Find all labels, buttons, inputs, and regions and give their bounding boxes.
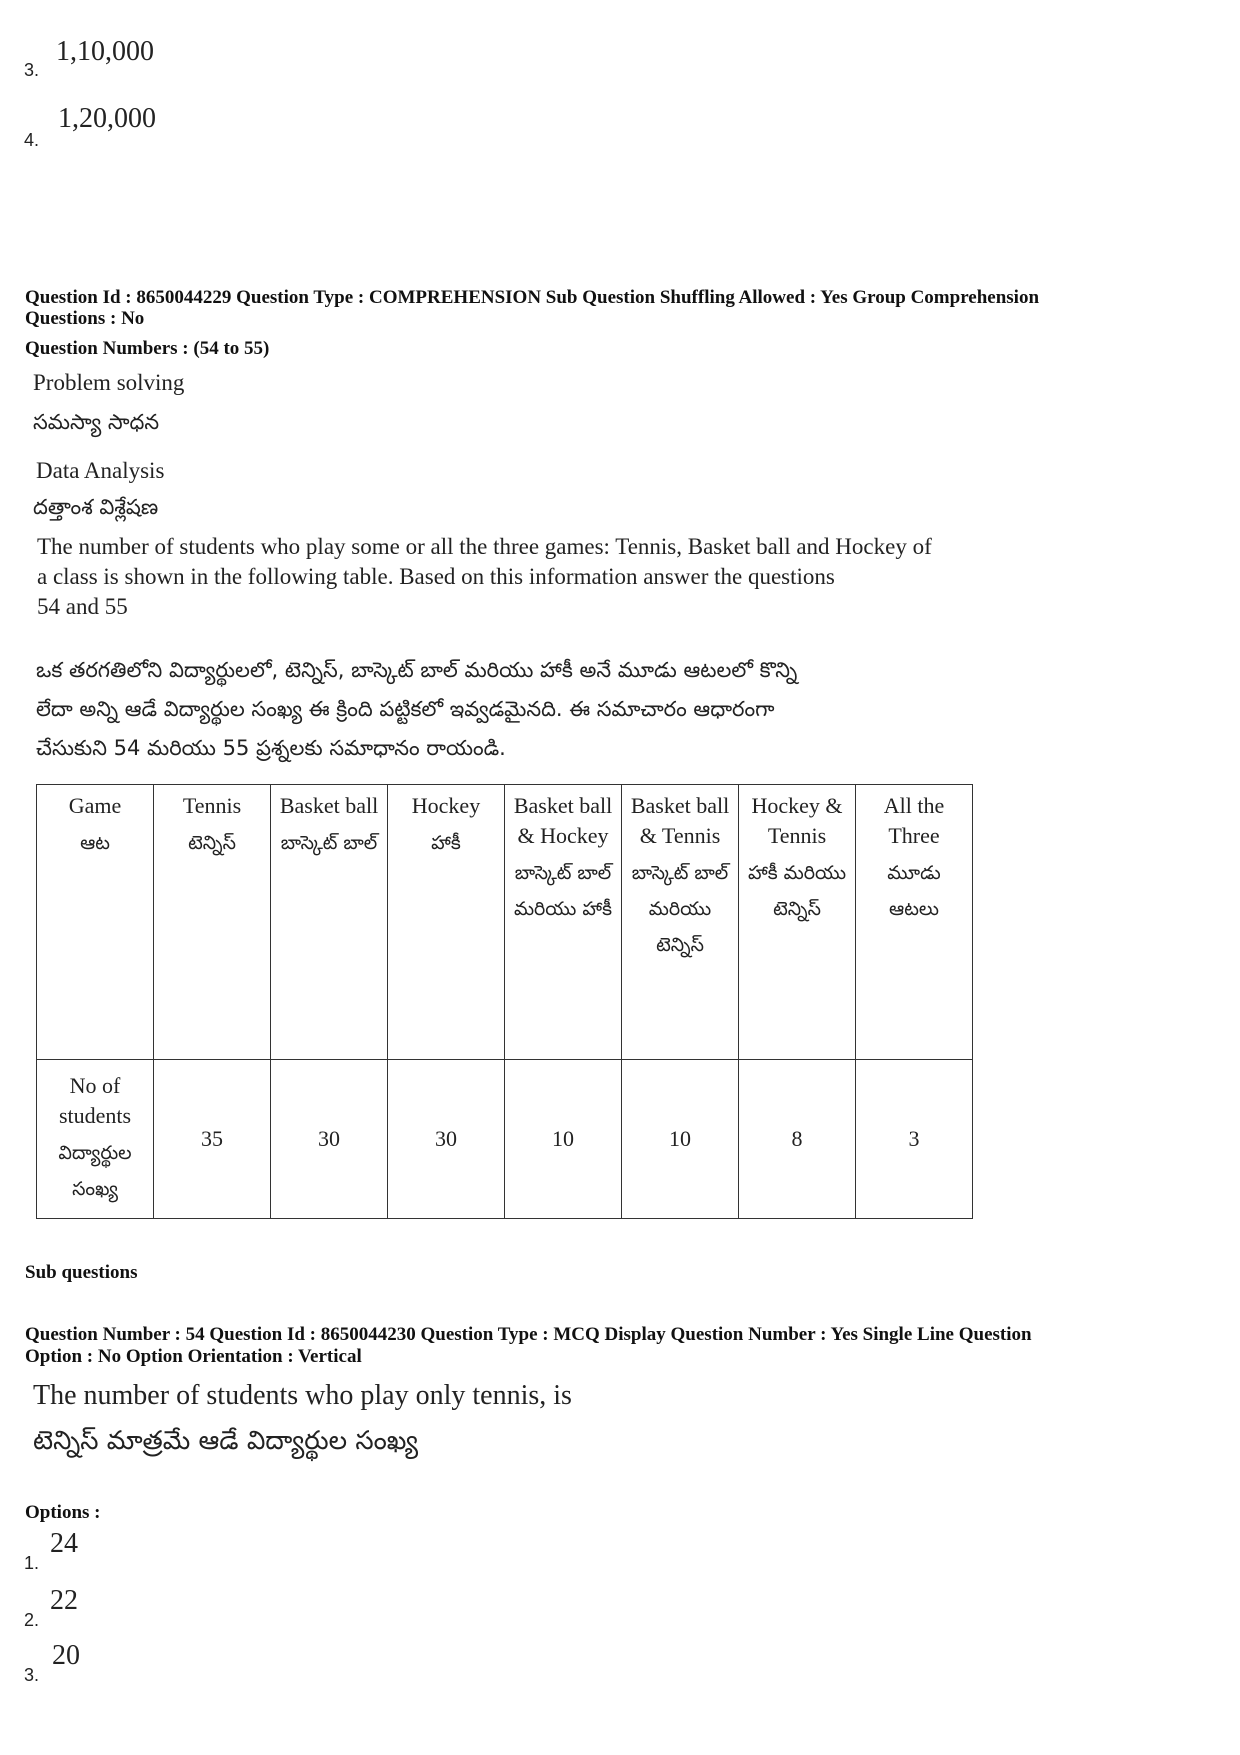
header-en: Basket ball & Tennis xyxy=(630,793,730,848)
heading-problem-solving-telugu: సమస్యా సాధన xyxy=(33,410,160,434)
sub-question-meta-line1: Question Number : 54 Question Id : 8650044230 Question Type : MCQ Display Question Number : Yes Single Line Question xyxy=(25,1324,1032,1345)
sub-question-meta-line2: Option : No Option Orientation : Vertical xyxy=(25,1346,362,1367)
option-value: 20 xyxy=(52,1640,80,1671)
value-cell: 8 xyxy=(739,1060,856,1219)
option-number: 4. xyxy=(24,130,40,150)
header-cell xyxy=(154,785,271,1060)
heading-data-analysis-telugu: దత్తాంశ విశ్లేషణ xyxy=(33,495,159,519)
header-cell xyxy=(856,785,973,1060)
option-value: 22 xyxy=(50,1585,78,1616)
value-cell: 10 xyxy=(622,1060,739,1219)
question-numbers: Question Numbers : (54 to 55) xyxy=(25,338,270,359)
header-en: Basket ball xyxy=(279,793,379,818)
table-values-row xyxy=(37,1060,973,1219)
option-number: 3. xyxy=(24,60,40,80)
passage-telugu-line-3: చేసుకుని 54 మరియు 55 ప్రశ్నలకు సమాధానం రాయండి. xyxy=(36,736,506,760)
table-header-row xyxy=(37,785,973,1060)
row-label-en: No of students xyxy=(58,1073,132,1128)
value-cell: 10 xyxy=(505,1060,622,1219)
sub-questions-label: Sub questions xyxy=(25,1262,138,1283)
header-te: హాకీ xyxy=(431,832,461,854)
option-value: 1,10,000 xyxy=(56,36,154,67)
header-te: బాస్కెట్ బాల్ xyxy=(280,832,378,854)
passage-line-3: 54 and 55 xyxy=(37,594,128,619)
row-label-te: విద్యార్థుల సంఖ్య xyxy=(58,1142,132,1200)
header-en: Hockey & Tennis xyxy=(751,793,843,848)
value-cell: 3 xyxy=(856,1060,973,1219)
row-label-cell xyxy=(37,1060,154,1219)
value-cell: 35 xyxy=(154,1060,271,1219)
header-cell xyxy=(739,785,856,1060)
value-cell: 30 xyxy=(271,1060,388,1219)
header-cell xyxy=(37,785,154,1060)
header-cell xyxy=(271,785,388,1060)
passage-line-2: a class is shown in the following table. Based on this information answer the questions xyxy=(37,564,835,589)
header-te: బాస్కెట్ బాల్ మరియు హాకీ xyxy=(513,862,613,920)
header-cell xyxy=(505,785,622,1060)
option-number: 1. xyxy=(24,1553,40,1573)
option-value: 1,20,000 xyxy=(58,103,156,134)
option-number: 2. xyxy=(24,1610,40,1630)
header-en: Game xyxy=(68,793,122,818)
passage-line-1: The number of students who play some or all the three games: Tennis, Basket ball and Hockey of xyxy=(37,534,932,559)
header-en: Tennis xyxy=(182,793,242,818)
passage-telugu-line-2: లేదా అన్ని ఆడే విద్యార్థుల సంఖ్య ఈ క్రింది పట్టికలో ఇవ్వడమైనది. ఈ సమాచారం ఆధారంగా xyxy=(36,697,775,721)
header-cell xyxy=(622,785,739,1060)
option-number: 3. xyxy=(24,1665,40,1685)
question-meta-line1: Question Id : 8650044229 Question Type : COMPREHENSION Sub Question Shuffling Allowed : Yes Group Comprehension xyxy=(25,287,1040,308)
passage-telugu-line-1: ఒక తరగతిలోని విద్యార్థులలో, టెన్నిస్, బాస్కెట్ బాల్ మరియు హాకీ అనే మూడు ఆటలలో కొన్ని xyxy=(36,658,798,682)
header-en: Basket ball & Hockey xyxy=(513,793,613,848)
question-meta-line2: Questions : No xyxy=(25,308,145,329)
games-table xyxy=(36,784,973,1219)
header-cell xyxy=(388,785,505,1060)
header-en: All the Three xyxy=(883,793,945,848)
options-label: Options : xyxy=(25,1502,101,1523)
sub-question-text-telugu: టెన్నిస్ మాత్రమే ఆడే విద్యార్థుల సంఖ్య xyxy=(33,1426,419,1456)
sub-question-text: The number of students who play only tennis, is xyxy=(33,1380,572,1411)
header-en: Hockey xyxy=(411,793,481,818)
value-cell: 30 xyxy=(388,1060,505,1219)
header-te: మూడు ఆటలు xyxy=(887,862,941,920)
header-te: బాస్కెట్ బాల్ మరియు టెన్నిస్ xyxy=(631,862,729,956)
header-te: టెన్నిస్ xyxy=(188,832,236,854)
header-te: ఆట xyxy=(80,832,110,854)
option-value: 24 xyxy=(50,1528,78,1559)
header-te: హాకీ మరియు టెన్నిస్ xyxy=(747,862,847,920)
heading-problem-solving: Problem solving xyxy=(33,370,185,395)
heading-data-analysis: Data Analysis xyxy=(36,458,165,483)
